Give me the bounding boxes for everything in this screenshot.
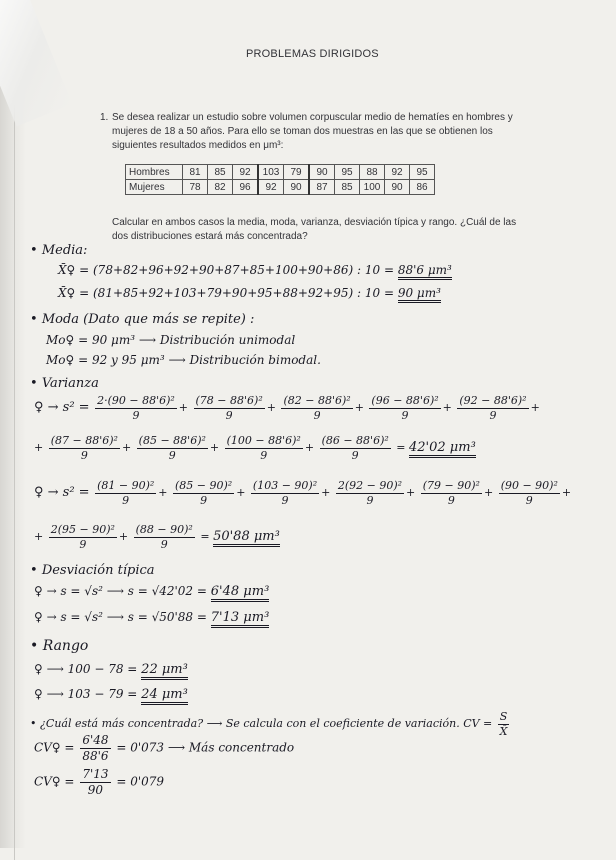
fraction-numerator: 6'48 [82, 733, 109, 747]
fraction [80, 767, 110, 797]
fraction-numerator: (82 − 88'6)² [283, 394, 351, 407]
fraction-numerator: 2·(90 − 88'6)² [97, 394, 175, 407]
table-cell: 90 [385, 180, 410, 195]
varianza-title: Varianza [41, 376, 99, 391]
bullet-icon: • [30, 376, 38, 391]
rango-title: Rango [42, 638, 89, 654]
fraction-denominator: 9 [200, 494, 208, 507]
fraction [457, 393, 528, 423]
fraction-denominator: 9 [447, 494, 455, 507]
varianza-fem-lead: ♀ → s² = [34, 400, 90, 415]
fraction-denominator: 9 [313, 409, 321, 422]
table-cell: 90 [309, 165, 335, 180]
table-cell: 103 [258, 165, 284, 180]
row-label-hombres: Hombres [126, 165, 183, 180]
fraction-numerator: (92 − 88'6)² [459, 394, 527, 407]
fraction-denominator: 9 [168, 449, 176, 462]
varianza-male-result: 50'88 μm³ [213, 529, 280, 547]
desviacion-result-2: 7'13 μm³ [211, 610, 270, 628]
cv-result-1: = 0'073 ⟶ Más concentrado [116, 740, 295, 755]
fraction [251, 478, 319, 508]
table-cell: 82 [208, 180, 233, 195]
moda-line-2: Mo♀ = 92 y 95 μm³ ⟶ Distribución bimodal. [46, 353, 321, 367]
fraction [369, 393, 440, 423]
fraction-denominator: 9 [132, 409, 140, 422]
fraction-denominator: X̄ [499, 725, 508, 738]
fraction-numerator: (90 − 90)² [500, 479, 558, 492]
fraction-denominator: 9 [489, 409, 497, 422]
moda-title: Moda (Dato que más se repite) : [41, 312, 255, 327]
bullet-icon: • [30, 717, 37, 730]
fraction [225, 433, 303, 463]
fraction [336, 478, 404, 508]
section-media-title [30, 243, 87, 258]
section-varianza-title [30, 376, 99, 391]
table-cell: 85 [335, 180, 360, 195]
row-label-mujeres: Mujeres [126, 180, 183, 195]
table-cell: 90 [284, 180, 310, 195]
table-cell: 78 [183, 180, 208, 195]
problem-number: 1. [100, 112, 109, 123]
fraction [49, 433, 120, 463]
fraction [134, 522, 195, 552]
fraction-denominator: 9 [525, 494, 533, 507]
fraction-denominator: 9 [366, 494, 374, 507]
fraction [80, 733, 110, 763]
fraction-numerator: (81 − 90)² [97, 479, 155, 492]
fraction-denominator: 9 [160, 538, 168, 551]
varianza-male-lead: ♀ → s² = [34, 485, 90, 500]
fraction [499, 478, 560, 508]
fraction-numerator: 2(95 − 90)² [50, 523, 115, 536]
fraction-numerator: (87 − 88'6)² [50, 434, 118, 447]
fraction-numerator: S [499, 710, 508, 723]
table-cell: 100 [360, 180, 385, 195]
fraction-numerator: 2(92 − 90)² [337, 479, 403, 492]
fraction-denominator: 90 [87, 783, 104, 797]
fraction-denominator: 88'6 [82, 749, 109, 763]
cv-line-1 [34, 733, 294, 763]
fraction-denominator: 9 [260, 449, 268, 462]
fraction [320, 433, 391, 463]
media-result-1: 88'6 μm³ [398, 263, 452, 280]
table-cell: 87 [309, 180, 335, 195]
fraction-numerator: (78 − 88'6)² [195, 394, 263, 407]
rango-formula-2: ♀ ⟶ 103 − 79 = [34, 687, 138, 701]
section-moda-title [30, 312, 254, 327]
fraction [281, 393, 352, 423]
rango-result-2: 24 μm³ [141, 687, 188, 705]
desviacion-formula-2: ♀ → s = √s² ⟶ s = √50'88 = [34, 610, 207, 624]
fraction [173, 478, 234, 508]
table-cell: 96 [233, 180, 259, 195]
media-line-1 [58, 263, 452, 277]
fraction [421, 478, 482, 508]
problem-text: Se desea realizar un estudio sobre volumen corpuscular medio de hematíes en hombres y mujeres de 18 a 50 años. Para ello se toman dos muestras en las que se obtienen los siguientes resultados medidos en μm³: [112, 112, 513, 151]
varianza-male-line-2: + $\frac{\text{2(95 − 90)²}}{9}$ + $\frac{\text{(88 − 90)²}}{9}$ = 50'88 μm³ [34, 523, 280, 551]
table-cell: 85 [208, 165, 233, 180]
fraction-denominator: 9 [225, 409, 233, 422]
rango-result-1: 22 μm³ [141, 662, 188, 680]
rango-line-2 [34, 687, 188, 702]
cv-lead-1: CV♀ = [34, 740, 75, 755]
fraction-denominator: 9 [80, 449, 88, 462]
cv-result-2: = 0'079 [116, 774, 165, 789]
table-cell: 92 [233, 165, 259, 180]
varianza-male-line-1: ♀ → s² = $\frac{\text{(81 − 90)²}}{9}$ + $\frac{\text{(85 − 90)²}}{9}$ + $\frac{\text{(103 − 90)²}}{9}$ + $\frac{\text{2(92 − 90)²}}{9}$ + $\frac{\text{(79 − 90)²}}{9}$ + $\frac{\text{(90 − 90)²}}{9}$ + [34, 479, 572, 507]
varianza-fem-line-2: + $\frac{\text{(87 − 88'6)²}}{9}$ + $\frac{\text{(85 − 88'6)²}}{9}$ + $\frac{\text{(100 − 88'6)²}}{9}$ + $\frac{\text{(86 − 88'6)²}}{9}$ = 42'02 μm³ [34, 434, 476, 462]
data-table [125, 164, 435, 195]
problem-question: Calcular en ambos casos la media, moda, varianza, desviación típica y rango. ¿Cuál de las dos distribuciones estará más concentrada? [112, 217, 517, 242]
fraction-numerator: (96 − 88'6)² [371, 394, 439, 407]
bullet-icon: • [30, 312, 38, 327]
moda-line-1: Mo♀ = 90 μm³ ⟶ Distribución unimodal [46, 333, 296, 347]
table-cell: 86 [410, 180, 435, 195]
fraction-numerator: (103 − 90)² [252, 479, 318, 492]
cv-formula-fraction [498, 709, 510, 739]
rango-line-1 [34, 662, 188, 677]
bullet-icon: • [30, 243, 38, 258]
cv-lead-2: CV♀ = [34, 774, 75, 789]
problem-statement [100, 111, 520, 153]
table-cell: 79 [284, 165, 310, 180]
table-cell: 95 [410, 165, 435, 180]
section-desviacion-title [30, 563, 155, 578]
fraction-denominator: 9 [122, 494, 130, 507]
fraction [49, 522, 117, 552]
desviacion-title: Desviación típica [41, 563, 155, 578]
fraction-numerator: (85 − 90)² [175, 479, 233, 492]
fraction-numerator: (85 − 88'6)² [138, 434, 206, 447]
fraction-numerator: (79 − 90)² [422, 479, 480, 492]
concentrada-question: ¿Cuál está más concentrada? ⟶ Se calcula con el coeficiente de variación. CV = [40, 717, 493, 730]
cv-line-2 [34, 767, 164, 797]
fraction [194, 393, 265, 423]
fraction-numerator: (100 − 88'6)² [226, 434, 301, 447]
fraction [95, 393, 177, 423]
desviacion-line-1 [34, 584, 269, 599]
desviacion-line-2 [34, 610, 269, 625]
desviacion-result-1: 6'48 μm³ [211, 584, 270, 602]
table-cell: 95 [335, 165, 360, 180]
table-cell: 88 [360, 165, 385, 180]
table-row-mujeres [126, 180, 435, 195]
page-header: PROBLEMAS DIRIGIDOS [246, 48, 379, 60]
bullet-icon: • [30, 563, 38, 578]
fraction [137, 433, 208, 463]
media-formula-1: X̄♀ = (78+82+96+92+90+87+85+100+90+86) : 10 = [58, 263, 394, 277]
fraction-numerator: (86 − 88'6)² [321, 434, 389, 447]
fraction-denominator: 9 [79, 538, 87, 551]
media-result-2: 90 μm³ [398, 286, 441, 303]
bullet-icon: • [30, 638, 39, 654]
section-rango-title [30, 638, 88, 654]
table-row-hombres [126, 165, 435, 180]
fraction-numerator: 7'13 [82, 767, 109, 781]
page-fold-shadow [0, 0, 26, 848]
fraction-numerator: (88 − 90)² [135, 523, 193, 536]
media-line-2 [58, 286, 441, 300]
page-corner-curl [0, 0, 72, 127]
fraction-denominator: 9 [401, 409, 409, 422]
table-cell: 81 [183, 165, 208, 180]
page-fold-line [14, 40, 15, 860]
rango-formula-1: ♀ ⟶ 100 − 78 = [34, 662, 138, 676]
table-cell: 92 [385, 165, 410, 180]
varianza-fem-line-1: ♀ → s² = $\frac{\text{2·(90 − 88'6)²}}{9}$ + $\frac{\text{(78 − 88'6)²}}{9}$ + $\frac{\text{(82 − 88'6)²}}{9}$ + $\frac{\text{(96 − 88'6)²}}{9}$ + $\frac{\text{(92 − 88'6)²}}{9}$ + [34, 394, 540, 422]
varianza-fem-result: 42'02 μm³ [409, 440, 476, 458]
fraction-denominator: 9 [351, 449, 359, 462]
media-title: Media: [41, 243, 88, 258]
media-formula-2: X̄♀ = (81+85+92+103+79+90+95+88+92+95) : 10 = [58, 286, 394, 300]
table-cell: 92 [258, 180, 284, 195]
desviacion-formula-1: ♀ → s = √s² ⟶ s = √42'02 = [34, 584, 207, 598]
fraction [95, 478, 156, 508]
fraction-denominator: 9 [281, 494, 289, 507]
